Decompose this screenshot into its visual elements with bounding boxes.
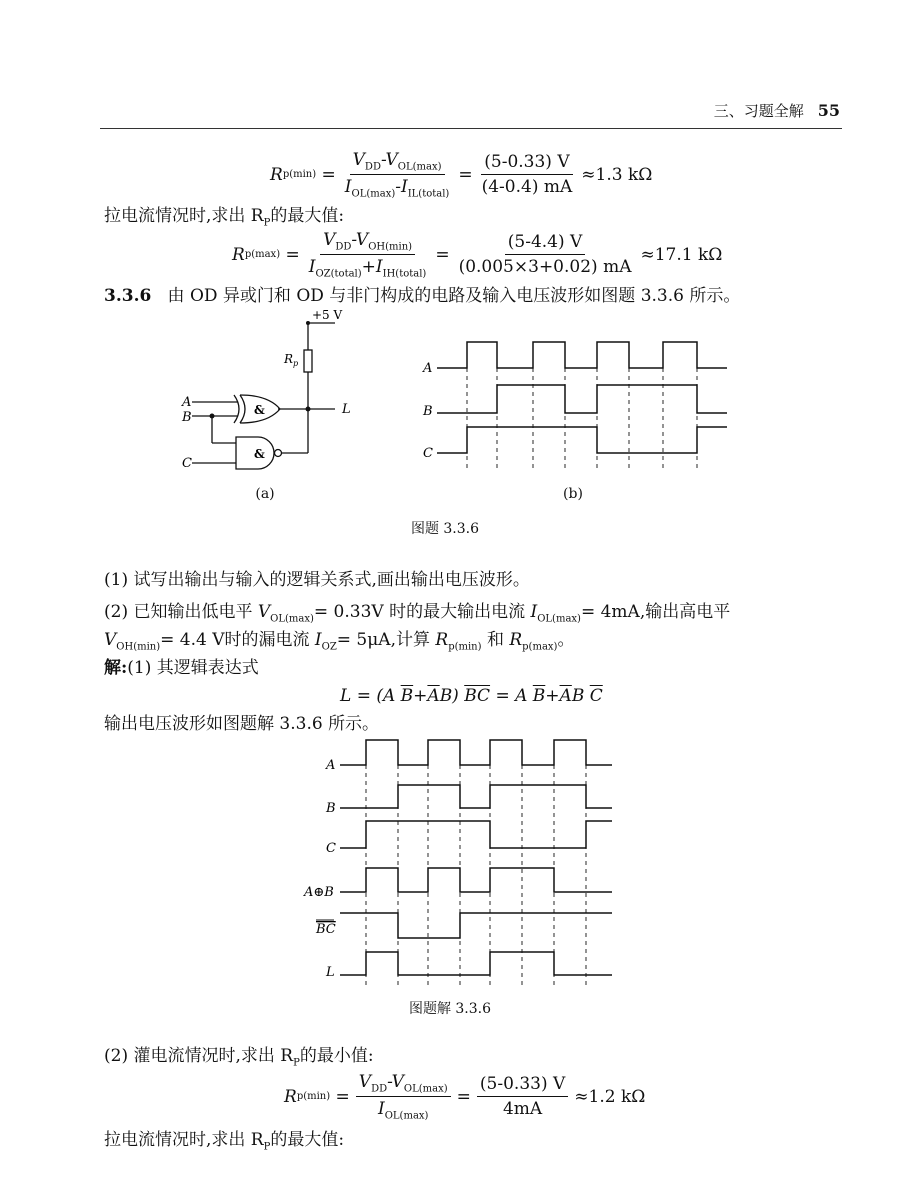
header-rule: [100, 128, 842, 129]
equation-rp-min-2: R p(min) = $\frac{V_{DD}-V_{OL(max)}}{I_{OL(max)}}$ = $\frac{(5-0.33) V}{4mA}$ ≈1.2 kΩ: [284, 1072, 646, 1122]
figure-caption-1: 图题 3.3.6: [410, 521, 480, 537]
question-2-line-2: $V_{OH(min)}= 4.4$ V时的漏电流 $I_{OZ}= 5\mu A$,计算 $R_{p(min)}$ 和 $R_{p(max)}$。: [104, 630, 575, 653]
page-number: 55: [817, 101, 840, 120]
xor-gate-od-mark: &: [254, 403, 265, 417]
sol-wave-label-xor: A⊕B: [304, 885, 334, 900]
sink-current-line: (2) 灌电流情况时,求出 $R_P$的最小值:: [104, 1046, 374, 1069]
input-label-a: A: [182, 395, 192, 410]
vcc-label: +5 V: [312, 308, 343, 322]
pull-current-line-2: 拉电流情况时,求出 $R_P$的最大值:: [104, 1130, 345, 1153]
sol-wave-label-a: A: [326, 758, 336, 773]
figure-caption-2: 图题解 3.3.6: [408, 1001, 492, 1017]
question-2-line-1: (2) 已知输出低电平 $V_{OL(max)}= 0.33V$ 时的最大输出电流 $I_{OL(max)}= 4mA$,输出高电平: [104, 602, 731, 625]
solution-intro: 解:(1) 其逻辑表达式: [104, 658, 259, 678]
solution-waveform-line: 输出电压波形如图题解 3.3.6 所示。: [104, 714, 380, 734]
problem-number: 3.3.6: [104, 286, 152, 306]
section-title: 三、习题全解: [713, 102, 804, 120]
wave-label-b: B: [423, 404, 433, 419]
pull-current-line: 拉电流情况时,求出 $R_P$的最大值:: [104, 206, 345, 229]
sol-wave-label-c: C: [326, 841, 336, 856]
question-1: (1) 试写出输出与输入的逻辑关系式,画出输出电压波形。: [104, 570, 530, 590]
input-label-c: C: [182, 456, 192, 471]
page-header: [0, 100, 840, 121]
sol-wave-label-l: L: [326, 965, 335, 980]
input-waveforms: [415, 335, 735, 480]
logic-expression: L = (A $\overline{B}+\overline{A}B$) $\overline{BC} = A$ $\overline{B}+\overline{A}B$ $\overline{C}$: [340, 686, 603, 706]
equation-rp-min-1: R p(min) = $\frac{V_{DD}-V_{OL(max)}}{I_{OL(max)}-I_{IL(total)}}$ = $\frac{(5-0.33) V}{(4-0.4) mA}$ ≈1.3 kΩ: [270, 150, 653, 200]
problem-statement: 3.3.6 由 OD 异或门和 OD 与非门构成的电路及输入电压波形如图题 3.3.6 所示。: [104, 286, 741, 306]
wave-label-c: C: [423, 446, 433, 461]
equation-rp-max-1: R p(max) = $\frac{V_{DD}-V_{OH(min)}}{I_{OZ(total)}+I_{IH(total)}}$ = $\frac{(5-4.4) V}{(0.005\times 3+0.02) mA}$ ≈17.1 kΩ: [232, 230, 723, 280]
output-label-l: L: [342, 402, 351, 417]
sol-wave-label-b: B: [326, 801, 336, 816]
figure-label-b: (b): [563, 486, 583, 502]
solution-waveforms: [300, 735, 620, 995]
input-label-b: B: [182, 410, 192, 425]
figure-label-a: (a): [255, 486, 275, 502]
circuit-diagram: [170, 305, 370, 505]
wave-label-a: A: [423, 361, 433, 376]
rp-label: $R_p$: [284, 352, 299, 368]
nand-gate-od-mark: &: [254, 447, 265, 461]
sol-wave-label-bc-bar: BC: [316, 922, 336, 937]
